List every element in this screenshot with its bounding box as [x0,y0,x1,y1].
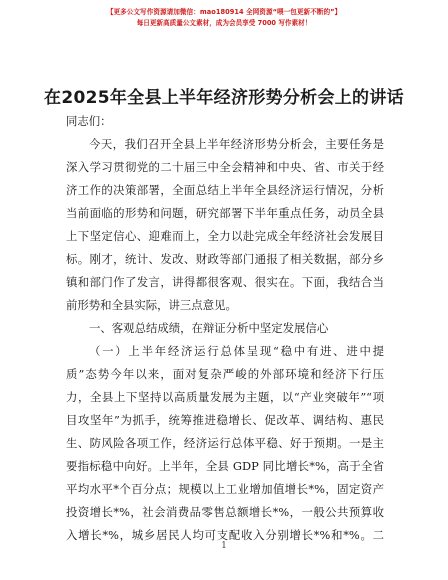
body-line: 要指标稳中向好。上半年，全县 GDP 同比增长*%，高于全省 [66,459,384,473]
body-line: 镇和部门作了发言，讲得都很客观、很实在。下面，我结合当 [66,275,384,289]
promo-banner-line-1: 【更多公文写作资源请加微信：mao180914 全网资源“喂一包更新不断的”】 [106,8,342,16]
body-line: 平均水平*个百分点；规模以上工业增加值增长*%，固定资产 [66,482,384,496]
body-line: 质”态势今年以来，面对复杂严峻的外部环境和经济下行压 [66,367,384,381]
body-line: 深入学习贯彻党的二十届三中全会精神和中央、省、市关于经 [66,160,384,174]
document-title: 在2025年全县上半年经济形势分析会上的讲话 [44,88,404,108]
body-line: 投资增长*%，社会消费品零售总额增长*%，一般公共预算收 [66,505,384,519]
section-heading: 一、客观总结成绩，在辩证分析中坚定发展信心 [89,321,329,335]
body-line: 生、防风险各项工作，经济运行总体平稳、好于预期。一是主 [66,436,384,450]
page-number: 1 [221,541,227,551]
body-line: 今天，我们召开全县上半年经济形势分析会，主要任务是 [89,137,384,151]
body-line: 济工作的决策部署，全面总结上半年全县经济运行情况，分析 [66,183,384,197]
body-line: 上下坚定信心、迎难而上，全力以赴完成全年经济社会发展目 [66,229,384,243]
body-line: 力，全县上下坚持以高质量发展为主题，以“产业突破年”“项 [66,390,384,404]
body-line: 当前面临的形势和问题，研究部署下半年重点任务，动员全县 [66,206,384,220]
body-line: 标。刚才，统计、发改、财政等部门通报了相关数据，部分乡 [66,252,384,266]
promo-banner-line-2: 每日更新高质量公文素材，成为会员享受 7000 写作素材！ [136,19,312,27]
body-line: 入增长*%，城乡居民人均可支配收入分别增长*%和*%。二 [66,528,384,542]
body-line: （一）上半年经济运行总体呈现“稳中有进、进中提 [89,344,384,358]
body-line: 目攻坚年”为抓手，统筹推进稳增长、促改革、调结构、惠民 [66,413,384,427]
salutation: 同志们： [66,114,112,128]
body-line: 前形势和全县实际，讲三点意见。 [66,298,237,312]
